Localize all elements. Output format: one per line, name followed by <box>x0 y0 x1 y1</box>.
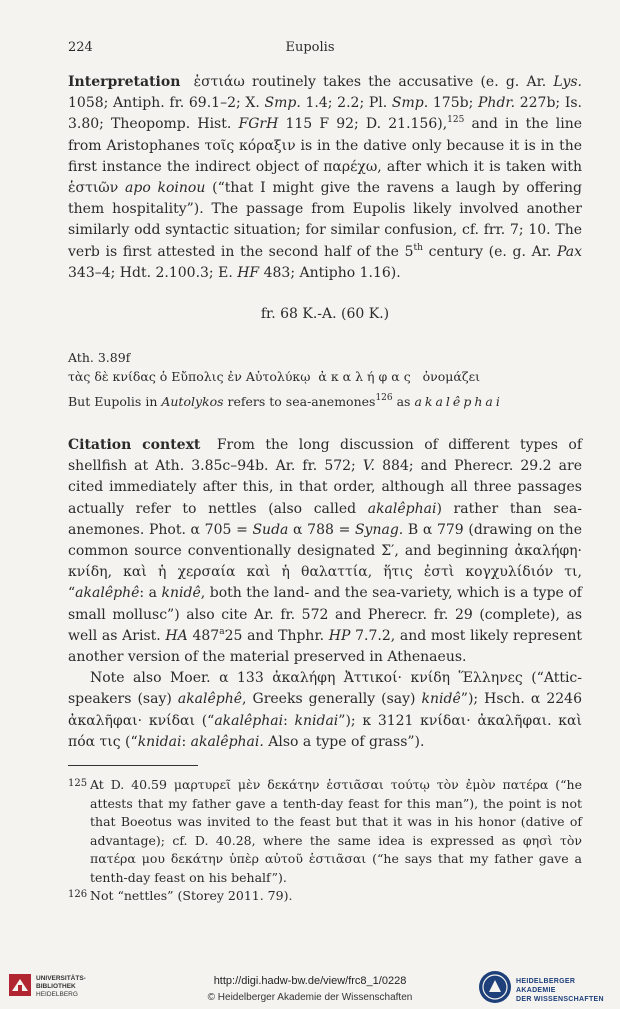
source-greek: τὰς δὲ κνίδας ὁ Εὔπολις ἐν Αὐτολύκῳ ἀκαλήφας ὀνομάζει <box>68 369 481 384</box>
footnote-number: 125 <box>68 778 88 789</box>
fragment-heading: fr. 68 K.-A. (60 K.) <box>260 306 390 322</box>
running-title: Eupolis <box>285 40 335 55</box>
copyright-notice: © Heidelberger Akademie der Wissenschaften <box>207 992 413 1003</box>
interpretation-heading: Interpretation <box>68 74 181 90</box>
note-paragraph: Note also Moer. α 133 ἀκαλήφη Ἀττικοί· κνίδη Ἕλληνες (“Attic-speakers (say) akalêphê, Greeks generally (say) knidê”); Hsch. α 2246 ἀκαλῆφαι· κνίδαι (“akalêphai: knidai”); κ 3121 κνίδαι· ἀκαλῆφαι. καὶ πόα τις (“knidai: akalêphai. Also a type of grass”). <box>68 670 583 750</box>
footnote-126: 126 Not “nettles” (Storey 2011. 79). <box>68 888 293 903</box>
footnote-125: 125 At D. 40.59 μαρτυρεῖ μὲν δεκάτην ἑστιᾶσαι τούτῳ τὸν ἐμὸν πατέρα (“he attests that my father gave a tenth-day feast for this man”), the point is not that Boeotus was invited to the feast but that it was in his honor (dative of advantage); cf. D. 40.28, where the same idea is expressed as φησὶ τὸν πατέρα μου δεκάτην ὑπὲρ αὐτοῦ ἑστιᾶσαι (“he says that my father gave a tenth-day feast on his behalf”). <box>68 777 582 885</box>
footnotes <box>68 776 582 906</box>
interpretation-paragraph: Interpretation ἑστιάω routinely takes the accusative (e. g. Ar. Lys. 1058; Antiph. fr. 69.1–2; X. Smp. 1.4; 2.2; Pl. Smp. 175b; Phdr. 227b; Is. 3.80; Theopomp. Hist. FGrH 115 F 92; D. 21.156),$^{125}$ and in the line from Aristophanes τοῖς κόραξιν is in the dative only because it is in the first instance the indirect object of παρέχω, after which it is taken with ἑστιῶν apo koinou (“that I might give the ravens a laugh by offering them hospitality”). The passage from Eupolis likely involved another similarly odd syntactic situation; for similar confusion, cf. frr. 7; 10. The verb is first attested in the second half of the 5th century (e. g. Ar. Pax 343–4; Hdt. 2.100.3; E. HF 483; Antipho 1.16). <box>68 74 583 281</box>
source-translation: But Eupolis in Autolykos refers to sea-anemones$^{126}$ as akalêphai <box>68 393 503 409</box>
running-header <box>68 40 552 58</box>
page-number: 224 <box>68 40 93 55</box>
interpretation-section <box>68 72 582 284</box>
academy-seal-icon <box>478 970 512 1004</box>
source-text <box>68 348 582 411</box>
academy-logo[interactable]: HEIDELBERGER AKADEMIE DER WISSENSCHAFTEN <box>478 970 614 1004</box>
citation-heading: Citation context <box>68 437 201 453</box>
permalink-url[interactable]: http://digi.hadw-bw.de/view/frc8_1/0228 <box>213 975 407 987</box>
footnote-ref-125[interactable]: 125 <box>447 115 465 126</box>
footnote-number: 126 <box>68 889 88 900</box>
citation-section <box>68 435 582 753</box>
digitization-footer <box>0 965 620 1009</box>
footnote-ref-126[interactable]: 126 <box>375 393 393 403</box>
university-library-logo[interactable]: UNIVERSITÄTS- BIBLIOTHEK HEIDELBERG <box>8 971 98 1003</box>
source-reference: Ath. 3.89f <box>68 350 131 365</box>
citation-paragraph: Citation context From the long discussion of different types of shellfish at Ath. 3.85c–94b. Ar. fr. 572; V. 884; and Pherecr. 29.2 are cited immediately after this, in that order, although all three passages actually refer to nettles (also called akalêphai) rather than sea-anemones. Phot. α 705 = Suda α 788 = Synag. B α 779 (drawing on the common source conventionally designated Σ′, and beginning ἀκαλήφη· κνίδη, καὶ ἡ χερσαία καὶ ἡ θαλαττία, ἥτις ἐστὶ κογχυλίδιόν τι, “akalêphê: a knidê, both the land- and the sea-variety, which is a type of small mollusc”) also cite Ar. fr. 572 and Pherecr. fr. 29 (complete), as well as Arist. HA 487$^a$25 and Thphr. HP 7.7.2, and most likely represent another version of the material preserved in Athenaeus. <box>68 437 583 666</box>
footnote-divider <box>68 765 198 766</box>
